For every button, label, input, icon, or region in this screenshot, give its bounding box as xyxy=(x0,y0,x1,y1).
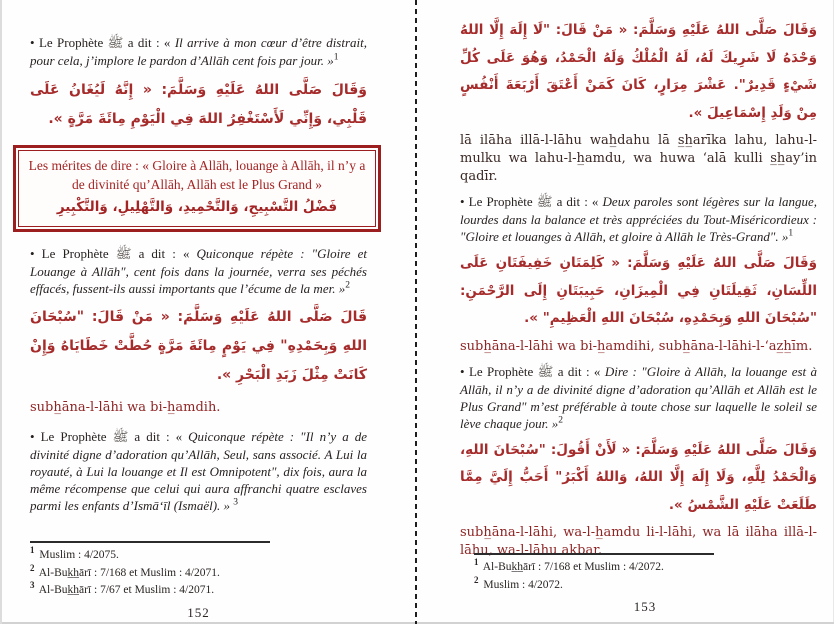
quote-text: Dire : "Gloire à Allāh, la louange est à Allāh, il n’y a de divinité digne d’adoration qu’Allāh et Allāh est le Plus Grand" m’est préférable à toute chose sur laquelle le soleil se lève chaque jour. » xyxy=(460,363,818,431)
footnote-number: 2 xyxy=(30,562,35,573)
footnote xyxy=(474,559,816,577)
arabic-hadith: وَقَالَ صَلَّى اللهُ عَلَيْهِ وَسَلَّمَ: « إِنَّهُ لَيُغَانُ عَلَى قَلْبِي، وَإِنِّي لَأَسْتَغْفِرُ اللهَ فِي الْيَوْمِ مِائَةَ مَرَّةٍ ». xyxy=(30,82,367,127)
footnote-ref: 1 xyxy=(788,228,794,239)
footnote-text: Muslim : 4/2075. xyxy=(39,549,119,561)
merit-box-title: Les mérites de dire : « Gloire à Allāh, louange à Allāh, il n’y a de divinité qu’Allāh, Allāh est le Plus Grand » xyxy=(28,158,366,192)
speaker-text: Le Prophète xyxy=(468,363,534,379)
speaker-text: Le Prophète xyxy=(468,194,533,209)
transliteration: subh̲āna-l-lāhi wa bi-h̲amdih. xyxy=(30,400,221,415)
footnote-number: 3 xyxy=(30,580,35,591)
footnote-text: Al-Buk̲h̲ārī : 7/67 et Muslim : 4/2071. xyxy=(38,584,215,596)
transliteration: subh̲āna-l-lāhi wa bi-h̲amdihi, subh̲āna-l-lāhi-l-‘az̲h̲īm. xyxy=(460,338,813,354)
merit-box-inner xyxy=(18,150,376,227)
bullet-marker: • xyxy=(460,363,465,379)
said-text: a dit : « xyxy=(138,246,190,261)
quote-text: Quiconque répète : "Gloire et Louange à Allāh", cent fois dans la journée, verra ses péchés effacés, fussent-ils aussi importants que l’écume de la mer. » xyxy=(30,246,368,296)
speaker-text: Le Prophète xyxy=(38,35,104,50)
saw-icon: ﷺ xyxy=(536,195,553,210)
footnote-number: 1 xyxy=(474,557,479,568)
said-text: a dit : « xyxy=(134,429,183,444)
footnote-ref: 3 xyxy=(233,497,239,508)
merit-box-arabic: فَضْلُ التَّسْبِيحِ، وَالتَّحْمِيدِ، وَالتَّهْلِيلِ، وَالتَّكْبِيرِ xyxy=(56,199,338,215)
page-right xyxy=(417,0,834,624)
arabic-hadith: وَقَالَ صَلَّى اللهُ عَلَيْهِ وَسَلَّمَ: « مَنْ قَالَ: "لَا إِلَهَ إِلَّا اللهُ وَحْدَهُ لَا شَرِيكَ لَهُ، لَهُ الْمُلْكُ وَلَهُ الْحَمْدُ، وَهُوَ عَلَى كُلِّ شَيْءٍ قَدِيرٌ". عَشْرَ مِرَارٍ، كَانَ كَمَنْ أَعْتَقَ أَرْبَعَةَ أَنْفُسٍ مِنْ وَلَدِ إِسْمَاعِيلَ ». xyxy=(460,22,817,121)
footnote-text: Muslim : 4/2072. xyxy=(483,578,563,591)
footnote-number: 1 xyxy=(30,545,35,556)
bullet-marker: • xyxy=(30,429,35,444)
said-text: a dit : « xyxy=(557,363,601,379)
bullet-marker: • xyxy=(30,35,35,50)
footnote xyxy=(30,547,367,565)
saw-icon: ﷺ xyxy=(107,36,124,51)
quote-text: Quiconque répète : "Il n’y a de divinité digne d’adoration qu’Allāh, Seul, sans associé. A Lui la royauté, à Lui la louange et Il est Omnipotent", dix fois, aura la même récompense que celui qui aura affranchi quatre esclaves parmi les enfants d’Ismā‘īl (Ismaël). » xyxy=(30,429,368,513)
saw-icon: ﷺ xyxy=(115,247,132,262)
page-number: 152 xyxy=(187,604,210,620)
speaker-text: Le Prophète xyxy=(40,429,107,444)
footnote-rule xyxy=(30,541,270,543)
footnote xyxy=(30,582,367,600)
bullet-marker: • xyxy=(30,246,35,261)
hadith-paragraph xyxy=(30,245,367,297)
bullet-marker: • xyxy=(460,194,465,209)
merit-box xyxy=(13,145,381,232)
footnote xyxy=(30,562,367,583)
hadith-paragraph xyxy=(460,363,817,432)
speaker-text: Le Prophète xyxy=(41,246,109,261)
footnote-ref: 2 xyxy=(558,415,563,426)
page-number: 153 xyxy=(633,599,657,614)
said-text: a dit : « xyxy=(556,194,599,209)
quote-text: Deux paroles sont légères sur la langue, lourdes dans la balance et très appréciées du Tout-Miséricordieux : "Gloire et louanges à Allāh, et gloire à Allāh le Très-Grand". » xyxy=(460,194,818,244)
page-divider xyxy=(415,0,417,624)
footnote-text: Al-Buk̲h̲ārī : 7/168 et Muslim : 4/2071. xyxy=(38,566,220,579)
hadith-paragraph xyxy=(460,193,817,245)
quote-text: Il arrive à mon cœur d’être distrait, pour cela, j’implore le pardon d’Allāh cent fois par jour. » xyxy=(30,35,368,68)
arabic-hadith: وَقَالَ صَلَّى اللهُ عَلَيْهِ وَسَلَّمَ: « لَأَنْ أَقُولَ: "سُبْحَانَ اللهِ، وَالْحَمْدُ لِلَّهِ، وَلَا إِلَهَ إِلَّا اللهُ، وَاللهُ أَكْبَرُ" أَحَبُّ إِلَيَّ مِمَّا طَلَعَتْ عَلَيْهِ الشَّمْسُ ». xyxy=(460,441,817,513)
footnote-ref: 2 xyxy=(345,280,350,291)
said-text: a dit : « xyxy=(127,35,171,50)
saw-icon: ﷺ xyxy=(537,364,554,380)
arabic-hadith: وَقَالَ صَلَّى اللهُ عَلَيْهِ وَسَلَّمَ: « كَلِمَتَانِ خَفِيفَتَانِ عَلَى اللِّسَانِ، ثَقِيلَتَانِ فِي الْمِيزَانِ، حَبِيبَتَانِ إِلَى الرَّحْمَنِ: "سُبْحَانَ اللهِ وَبِحَمْدِهِ، سُبْحَانَ اللهِ الْعَظِيمِ" ». xyxy=(460,255,817,326)
footnote-text: Al-Buk̲h̲ārī : 7/168 et Muslim : 4/2072. xyxy=(482,561,664,573)
footnotes-section xyxy=(30,541,367,621)
footnote xyxy=(474,574,816,595)
footnote-rule xyxy=(474,553,714,555)
transliteration: subh̲āna-l-lāhi, wa-l-h̲amdu li-l-lāhi, wa lā ilāha illā-l-lāhu, wa-l-lāhu akbar. xyxy=(460,525,817,558)
footnote-ref: 1 xyxy=(333,52,339,63)
transliteration: lā ilāha illā-l-lāhu wah̲dahu lā s̲h̲arīka lahu, lahu-l-mulku wa lahu-l-h̲amdu, wa huwa ‘alā kulli s̲h̲ay’in qadīr. xyxy=(460,133,817,184)
saw-icon: ﷺ xyxy=(112,430,129,445)
footnote-number: 2 xyxy=(474,574,479,585)
hadith-paragraph xyxy=(30,34,367,69)
footnotes-section xyxy=(474,553,816,615)
hadith-paragraph xyxy=(30,428,367,514)
arabic-hadith: قَالَ صَلَّى اللهُ عَلَيْهِ وَسَلَّمَ: « مَنْ قَالَ: "سُبْحَانَ اللهِ وَبِحَمْدِهِ" فِي يَوْمٍ مِائَةَ مَرَّةٍ حُطَّتْ خَطَايَاهُ وَإِنْ كَانَتْ مِثْلَ زَبَدِ الْبَحْرِ ». xyxy=(30,309,367,383)
